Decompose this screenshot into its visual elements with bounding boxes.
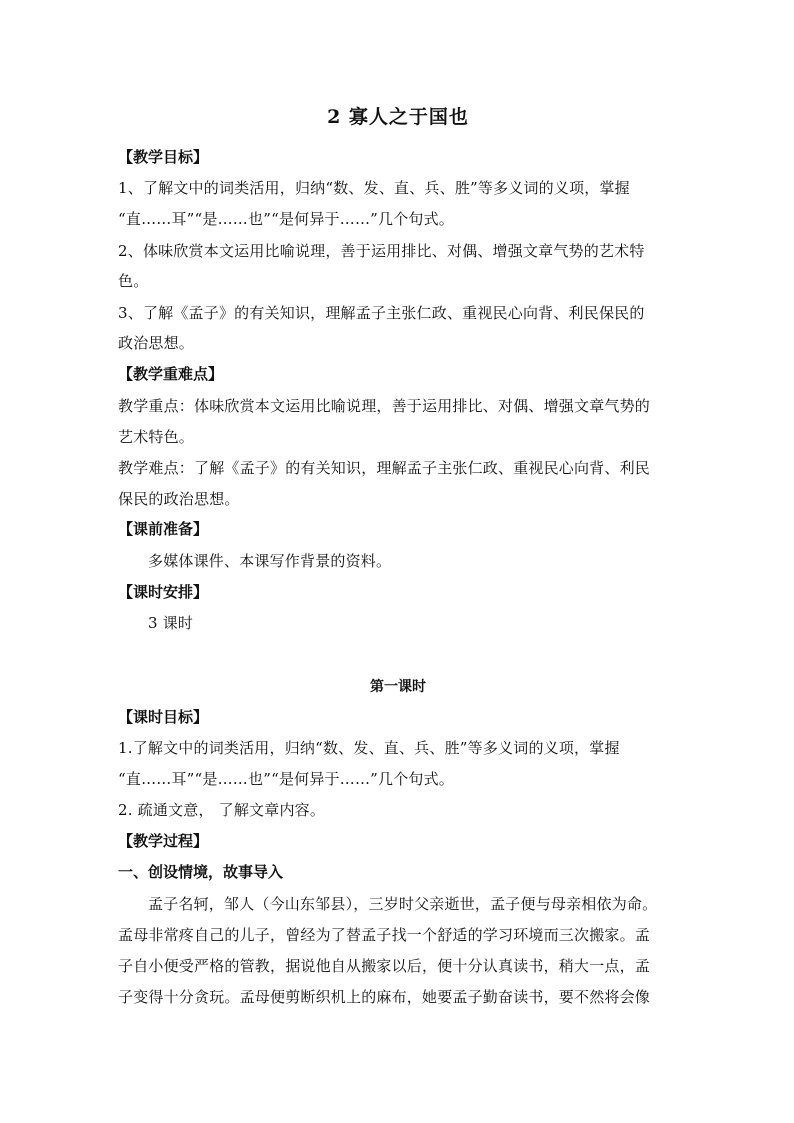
process-heading: 【教学过程】 bbox=[118, 832, 209, 850]
key-points-line: 艺术特色。 bbox=[118, 428, 195, 446]
teaching-goals-line: 色。 bbox=[118, 272, 149, 290]
key-points-line: 教学难点：了解《孟子》的有关知识，理解孟子主张仁政、重视民心向背、利民 bbox=[118, 459, 651, 477]
key-points-line: 教学重点：体味欣赏本文运用比喻说理，善于运用排比、对偶、增强文章气势的 bbox=[118, 397, 651, 415]
lesson1-goals-line: 1.了解文中的词类活用，归纳“数、发、直、兵、胜”等多义词的义项，掌握 bbox=[118, 739, 620, 757]
teaching-goals-line: 3、了解《孟子》的有关知识，理解孟子主张仁政、重视民心向背、利民保民的 bbox=[118, 304, 645, 322]
step1-line: 子变得十分贪玩。孟母便剪断织机上的麻布，她要孟子勤奋读书，要不然将会像 bbox=[118, 988, 651, 1006]
step1-line: 子自小便受严格的管教，据说他自从搬家以后，便十分认真读书，稍大一点，孟 bbox=[118, 957, 651, 975]
key-points-line: 保民的政治思想。 bbox=[118, 490, 240, 508]
teaching-goals-line: 政治思想。 bbox=[118, 334, 195, 352]
schedule-heading: 【课时安排】 bbox=[118, 583, 209, 601]
teaching-goals-line: 1、了解文中的词类活用，归纳“数、发、直、兵、胜”等多义词的义项，掌握 bbox=[118, 179, 630, 197]
preparation-line: 多媒体课件、本课写作背景的资料。 bbox=[148, 552, 392, 570]
lesson1-title: 第一课时 bbox=[370, 679, 426, 695]
step1-line: 孟母非常疼自己的儿子，曾经为了替孟子找一个舒适的学习环境而三次搬家。孟 bbox=[118, 926, 651, 944]
lesson1-goals-line: “直……耳”“是……也”“是何异于……”几个句式。 bbox=[118, 770, 455, 788]
teaching-goals-line: “直……耳”“是……也”“是何异于……”几个句式。 bbox=[118, 210, 455, 228]
lesson1-goals-heading: 【课时目标】 bbox=[118, 708, 209, 726]
teaching-goals-line: 2、体味欣赏本文运用比喻说理，善于运用排比、对偶、增强文章气势的艺术特 bbox=[118, 242, 645, 260]
step1-heading: 一、创设情境，故事导入 bbox=[118, 863, 284, 881]
page-title: 2 寡人之于国也 bbox=[327, 106, 469, 128]
schedule-line: 3 课时 bbox=[148, 614, 194, 632]
key-points-heading: 【教学重难点】 bbox=[118, 365, 224, 383]
preparation-heading: 【课前准备】 bbox=[118, 520, 209, 538]
lesson1-goals-line: 2. 疏通文意， 了解文章内容。 bbox=[118, 801, 326, 819]
teaching-goals-heading: 【教学目标】 bbox=[118, 148, 209, 166]
step1-line: 孟子名轲，邹人（今山东邹县），三岁时父亲逝世，孟子便与母亲相依为命。 bbox=[148, 895, 658, 913]
